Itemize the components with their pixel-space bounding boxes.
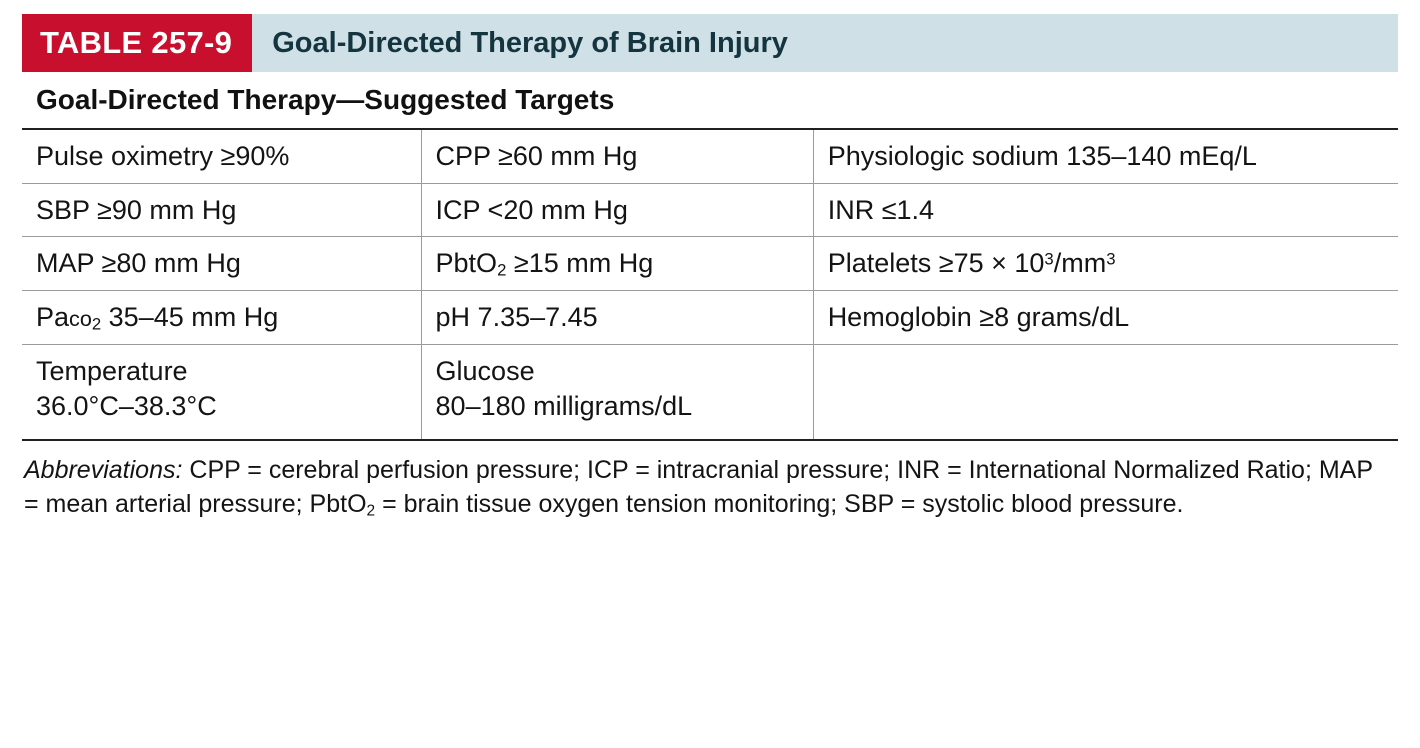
cell-r5c2-line1: Glucose — [435, 356, 535, 387]
cell-r4c1-post: 35–45 mm Hg — [101, 302, 279, 333]
table-row — [22, 183, 1398, 237]
cell-r4c1-smallcaps: co — [69, 306, 92, 332]
cell-r5c3 — [813, 345, 1398, 441]
cell-r4c1-sub: 2 — [91, 314, 102, 334]
cell-r4c1-pre: Pa — [36, 302, 70, 333]
cell-r4c3: Hemoglobin ≥8 grams/dL — [813, 291, 1398, 345]
cell-r3c2-post: ≥15 mm Hg — [506, 248, 654, 279]
table-row — [22, 130, 1398, 183]
cell-r5c1-line1: Temperature — [36, 356, 188, 387]
cell-r4c1 — [22, 291, 421, 345]
cell-r5c1-line2: 36.0°C–38.3°C — [36, 390, 217, 421]
cell-r1c1: Pulse oximetry ≥90% — [22, 130, 421, 183]
cell-r4c2: pH 7.35–7.45 — [421, 291, 813, 345]
cell-r3c3-sup: 3 — [1044, 249, 1054, 269]
footnote-part1: CPP = cerebral perfusion pressure; ICP = intracranial pressure; INR = International Normalized Ratio; MAP = mean arterial pressure; PbtO — [24, 456, 1373, 519]
cell-r2c1: SBP ≥90 mm Hg — [22, 183, 421, 237]
footnote-label: Abbreviations: — [24, 456, 183, 485]
cell-r3c2-pre: PbtO — [435, 248, 498, 279]
cell-r3c2 — [421, 237, 813, 291]
table-title-bar — [22, 14, 1398, 72]
cell-r2c2: ICP <20 mm Hg — [421, 183, 813, 237]
cell-r5c2 — [421, 345, 813, 441]
table-row — [22, 291, 1398, 345]
footnote-part2: = brain tissue oxygen tension monitoring; SBP = systolic blood pressure. — [375, 490, 1184, 519]
table-number-badge: TABLE 257-9 — [22, 14, 252, 72]
table-footnote — [22, 441, 1398, 521]
table-subhead: Goal-Directed Therapy—Suggested Targets — [22, 72, 1398, 130]
table-title: Goal-Directed Therapy of Brain Injury — [272, 26, 788, 59]
cell-r1c2: CPP ≥60 mm Hg — [421, 130, 813, 183]
cell-r3c3-sup2: 3 — [1106, 249, 1116, 269]
table-row — [22, 345, 1398, 441]
cell-r2c3: INR ≤1.4 — [813, 183, 1398, 237]
cell-r3c2-sub: 2 — [497, 260, 507, 280]
table-row — [22, 237, 1398, 291]
cell-r3c3-pre: Platelets ≥75 × 10 — [827, 248, 1045, 279]
cell-r1c3: Physiologic sodium 135–140 mEq/L — [813, 130, 1398, 183]
footnote-sub: 2 — [366, 502, 376, 520]
targets-table — [22, 130, 1398, 441]
cell-r5c1 — [22, 345, 421, 441]
cell-r3c1: MAP ≥80 mm Hg — [22, 237, 421, 291]
cell-r5c2-line2: 80–180 milligrams/dL — [435, 390, 693, 421]
cell-r3c3-mid: /mm — [1053, 248, 1107, 279]
cell-r3c3 — [813, 237, 1398, 291]
